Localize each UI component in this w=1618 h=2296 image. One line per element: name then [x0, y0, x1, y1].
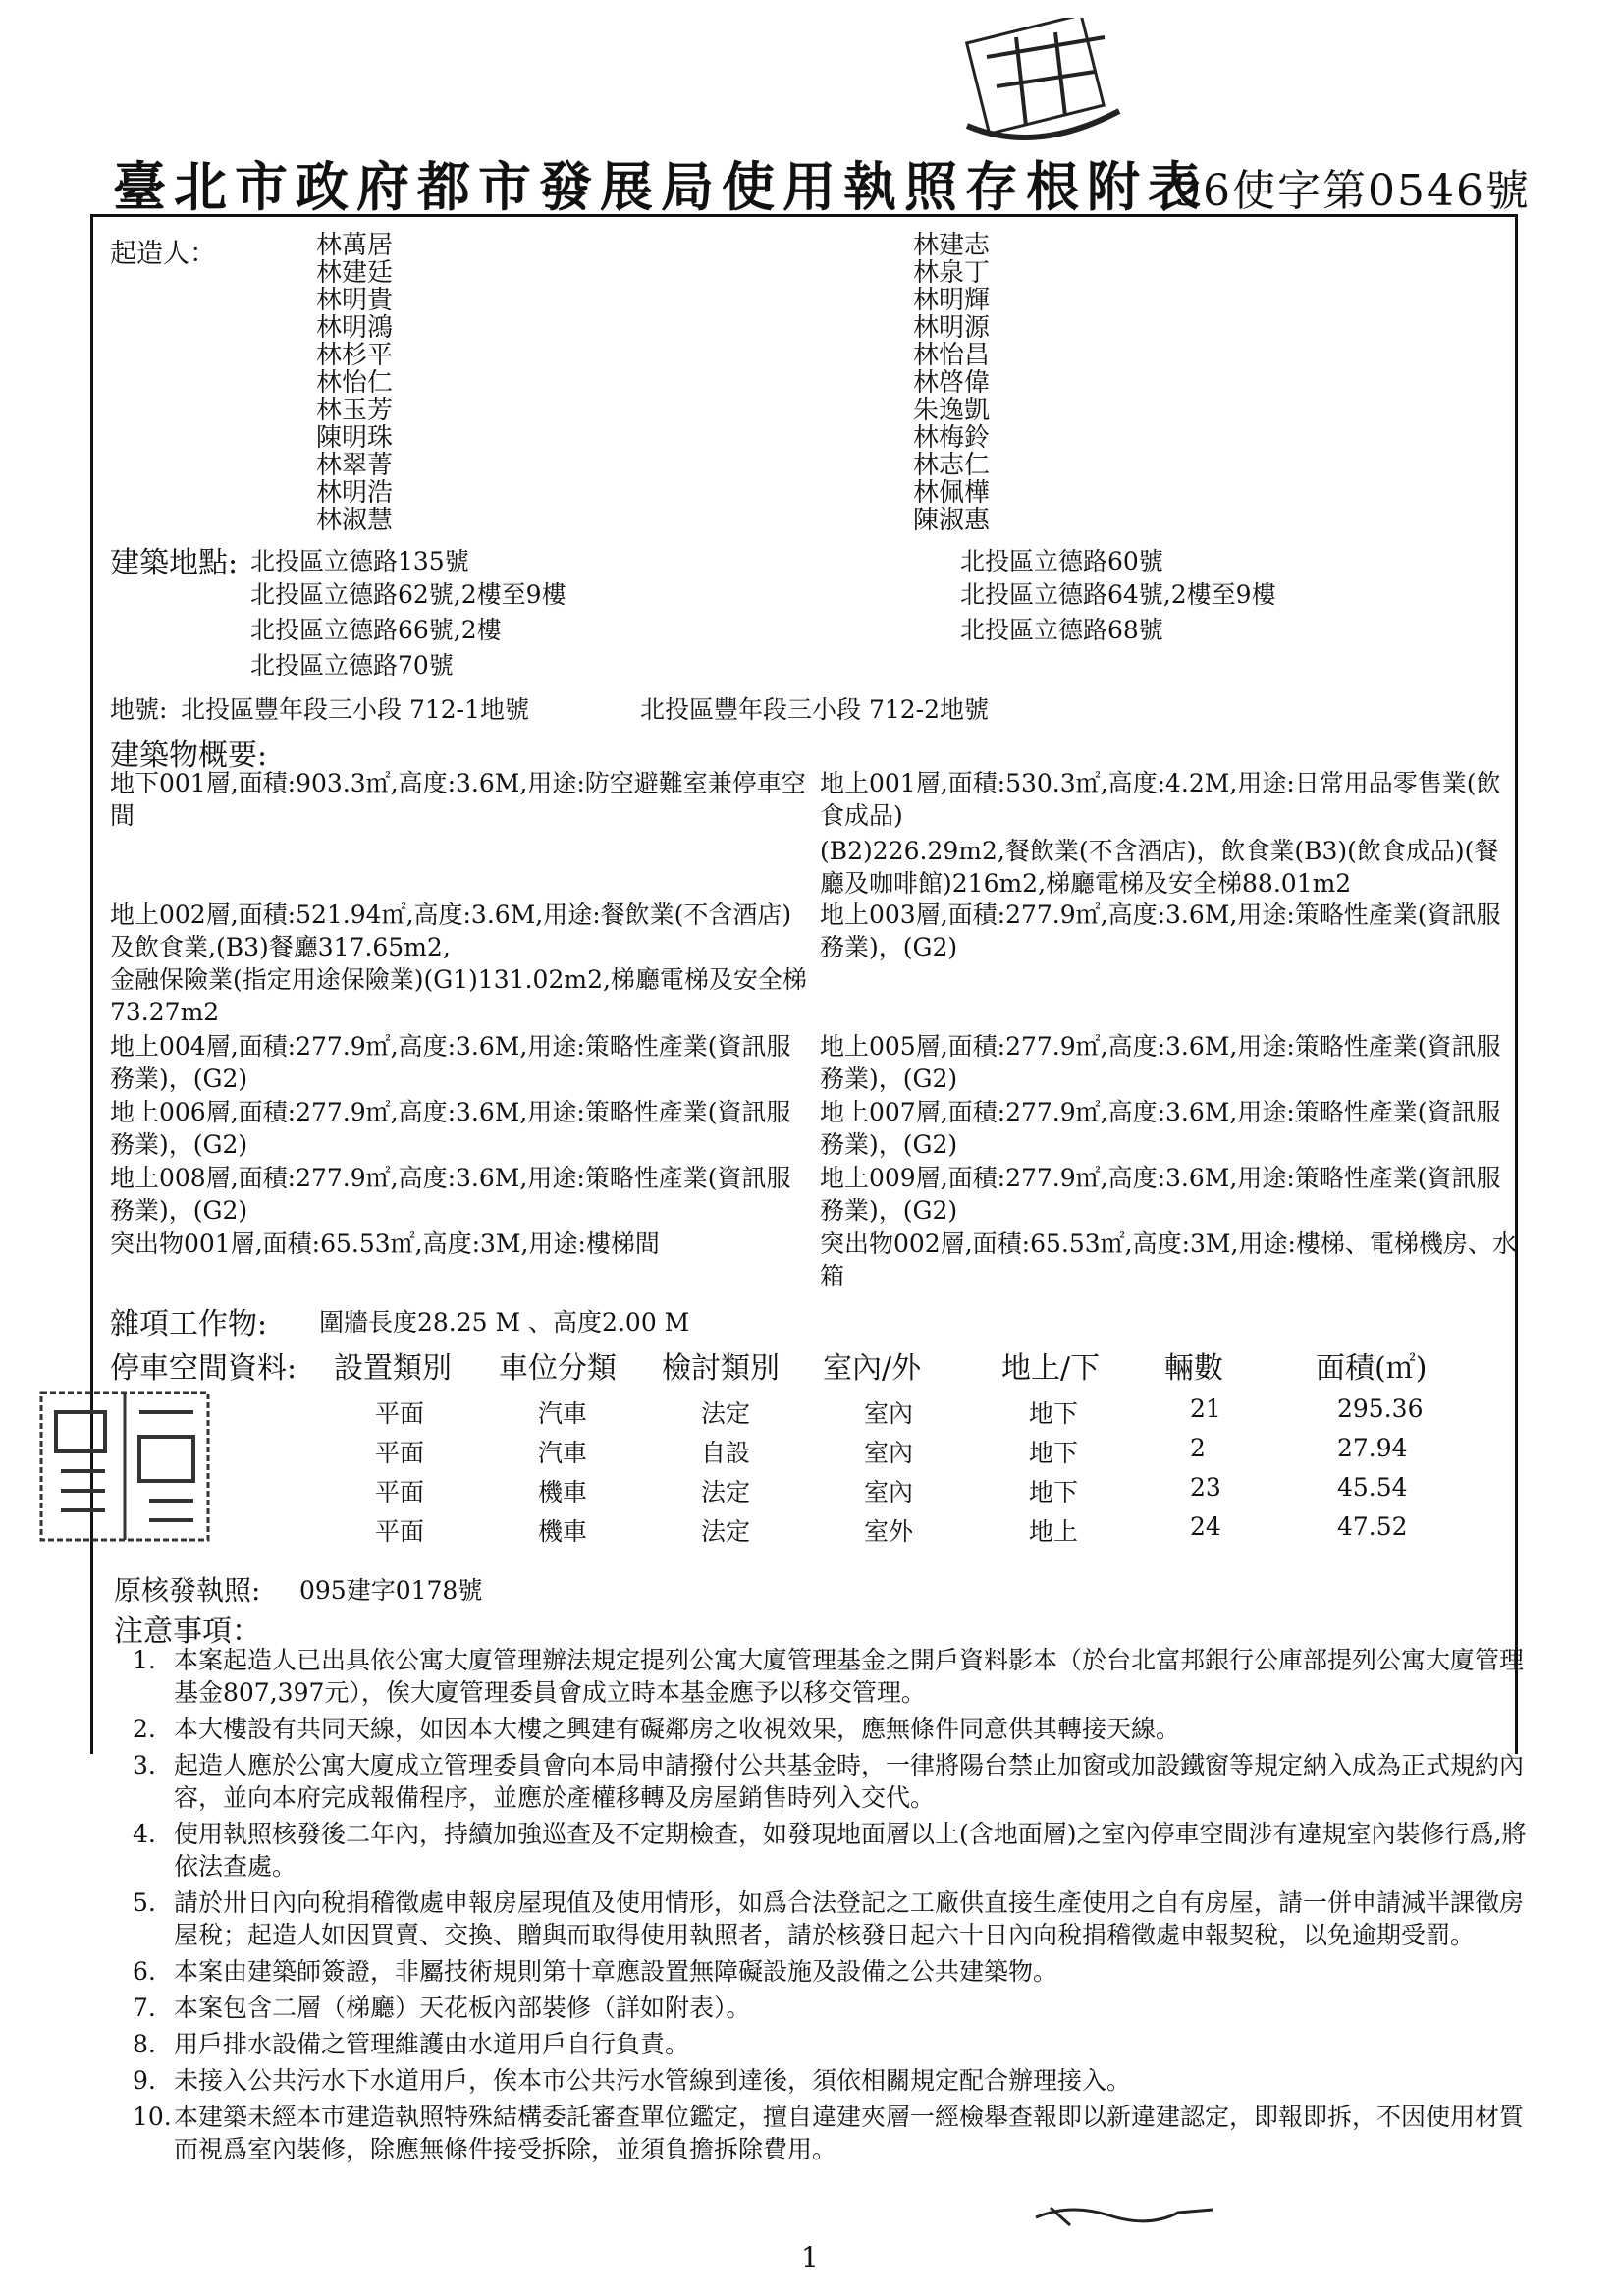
column-header: 地上/下 — [1001, 1351, 1101, 1386]
column-header: 面積(㎡) — [1316, 1351, 1428, 1386]
official-seal-stamp — [31, 1383, 218, 1550]
table-cell: 47.52 — [1337, 1512, 1408, 1541]
lot-label: 地號: — [110, 695, 168, 724]
table-cell: 24 — [1190, 1512, 1221, 1541]
address-7: 北投區立德路70號 — [250, 651, 454, 680]
floor-4f: 地上004層,面積:277.9㎡,高度:3.6M,用途:策略性產業(資訊服務業)，(G2) — [110, 1032, 791, 1093]
list-item: 4. 使用執照核發後二年內，持續加強巡查及不定期檢查，如發現地面層以上(含地面層)之室內停車空間涉有違規室內裝修行爲,將依法查處。 — [133, 1820, 1527, 1881]
table-cell: 自設 — [701, 1439, 751, 1467]
list-item: 7. 本案包含二層（梯廳）天花板內部裝修（詳如附表）。 — [133, 1994, 751, 2022]
floor-1f: 地上001層,面積:530.3㎡,高度:4.2M,用途:日常用品零售業(飲食成品) — [820, 769, 1501, 830]
list-item: 10. 本建築未經本市建造執照特殊結構委託審查單位鑑定，擅自違建夾層一經檢舉查報即以新違建認定，即報即拆，不因使用材質而視爲室內裝修，除應無條件接受拆除，並須負擔拆除費用。 — [133, 2103, 1525, 2163]
list-item: 林明浩 — [316, 478, 394, 508]
list-item: 林杉平 — [316, 341, 394, 370]
table-cell: 機車 — [538, 1517, 588, 1546]
table-cell: 機車 — [538, 1478, 588, 1506]
floor-9f: 地上009層,面積:277.9㎡,高度:3.6M,用途:策略性產業(資訊服務業)，(G2) — [820, 1164, 1501, 1225]
pen-mark — [1031, 2198, 1217, 2237]
list-item: 林佩樺 — [913, 478, 991, 508]
original-permit-value: 095建字0178號 — [299, 1576, 483, 1605]
list-item: 林明輝 — [913, 286, 991, 315]
table-cell: 法定 — [701, 1517, 751, 1546]
list-item: 8. 用戶排水設備之管理維護由水道用戶自行負責。 — [133, 2030, 690, 2058]
list-item: 林淑慧 — [316, 506, 394, 535]
page-number: 1 — [801, 2241, 819, 2273]
table-cell: 平面 — [375, 1439, 425, 1467]
list-item: 林萬居 — [316, 231, 394, 260]
floor-7f: 地上007層,面積:277.9㎡,高度:3.6M,用途:策略性產業(資訊服務業)，(G2) — [820, 1098, 1501, 1159]
notes-list — [133, 1644, 1537, 2169]
floor-5f: 地上005層,面積:277.9㎡,高度:3.6M,用途:策略性產業(資訊服務業)，(G2) — [820, 1032, 1501, 1093]
list-item: 林啓偉 — [913, 368, 991, 398]
list-item: 5. 請於卅日內向稅捐稽徵處申報房屋現值及使用情形，如爲合法登記之工廠供直接生產使用之自有房屋，請一併申請減半課徵房屋稅；起造人如因買賣、交換、贈與而取得使用執照者，請於核發日起六十日內向稅捐稽徵處申報契稅，以免逾期受罰。 — [133, 1888, 1525, 1949]
table-cell: 平面 — [375, 1399, 425, 1428]
floor-3f: 地上003層,面積:277.9㎡,高度:3.6M,用途:策略性產業(資訊服務業)，(G2) — [820, 901, 1501, 961]
floor-8f: 地上008層,面積:277.9㎡,高度:3.6M,用途:策略性產業(資訊服務業)，(G2) — [110, 1164, 791, 1225]
table-cell: 45.54 — [1337, 1473, 1408, 1502]
list-item: 1. 本案起造人已出具依公寓大廈管理辦法規定提列公寓大廈管理基金之開戶資料影本（於台北富邦銀行公庫部提列公寓大廈管理基金807,397元），俟大廈管理委員會成立時本基金應予以移交管理。 — [133, 1646, 1525, 1707]
list-item: 2. 本大樓設有共同天線，如因本大樓之興建有礙鄰房之收視效果，應無條件同意供其轉接天線。 — [133, 1715, 1181, 1743]
column-header: 室內/外 — [823, 1351, 922, 1386]
rooftop-1: 突出物001層,面積:65.53㎡,高度:3M,用途:樓梯間 — [110, 1230, 660, 1258]
location-label: 建築地點: — [110, 546, 239, 580]
list-item: 林怡仁 — [316, 368, 394, 398]
table-cell: 室內 — [864, 1439, 914, 1467]
list-item: 林玉芳 — [316, 396, 394, 425]
table-cell: 室內 — [864, 1478, 914, 1506]
table-cell: 地上 — [1029, 1517, 1079, 1546]
table-cell: 室外 — [864, 1517, 914, 1546]
misc-works-value: 圍牆長度28.25 M 、高度2.00 M — [319, 1308, 690, 1337]
permit-number: 96使字第0546號 — [1173, 166, 1531, 216]
table-cell: 汽車 — [538, 1399, 588, 1428]
list-item: 朱逸凱 — [913, 396, 991, 425]
list-item: 林泉丁 — [913, 258, 991, 288]
table-cell: 法定 — [701, 1478, 751, 1506]
table-cell: 室內 — [864, 1399, 914, 1428]
column-header: 檢討類別 — [662, 1351, 780, 1386]
table-cell: 地下 — [1029, 1439, 1079, 1467]
list-item: 9. 未接入公共污水下水道用戶，俟本市公共污水管線到達後，須依相關規定配合辦理接入。 — [133, 2066, 1132, 2095]
table-cell: 平面 — [375, 1478, 425, 1506]
table-cell: 295.36 — [1337, 1394, 1424, 1423]
address-5: 北投區立德路66號,2樓 — [250, 616, 502, 644]
address-6: 北投區立德路68號 — [960, 616, 1163, 644]
misc-works-label: 雜項工作物: — [110, 1307, 268, 1341]
list-item: 陳明珠 — [316, 423, 394, 453]
top-seal-stamp — [957, 18, 1124, 145]
lot-number-1: 北投區豐年段三小段 712-1地號 — [181, 695, 530, 724]
building-overview-label: 建築物概要: — [110, 738, 268, 773]
list-item: 林建廷 — [316, 258, 394, 288]
table-cell: 2 — [1190, 1434, 1206, 1462]
table-cell: 法定 — [701, 1399, 751, 1428]
table-cell: 地下 — [1029, 1478, 1079, 1506]
list-item: 林梅鈴 — [913, 423, 991, 453]
column-header: 輛數 — [1164, 1351, 1223, 1386]
list-item: 林翠菁 — [316, 451, 394, 480]
table-cell: 平面 — [375, 1517, 425, 1546]
table-cell: 地下 — [1029, 1399, 1079, 1428]
applicants-left-list — [316, 232, 393, 534]
document-title: 臺北市政府都市發展局使用執照存根附表 — [113, 155, 1209, 218]
list-item: 林建志 — [913, 231, 991, 260]
original-permit-label: 原核發執照: — [114, 1574, 261, 1607]
applicants-label: 起造人： — [110, 239, 216, 269]
table-cell: 27.94 — [1337, 1434, 1408, 1462]
floor-6f: 地上006層,面積:277.9㎡,高度:3.6M,用途:策略性產業(資訊服務業)，(G2) — [110, 1098, 791, 1159]
floor-1f-detail: (B2)226.29m2,餐飲業(不含酒店)，飲食業(B3)(飲食成品)(餐廳及咖啡館)216m2,梯廳電梯及安全梯88.01m2 — [820, 837, 1499, 898]
table-cell: 汽車 — [538, 1439, 588, 1467]
rooftop-2: 突出物002層,面積:65.53㎡,高度:3M,用途:樓梯、電梯機房、水箱 — [820, 1230, 1517, 1290]
list-item: 林怡昌 — [913, 341, 991, 370]
floor-b1: 地下001層,面積:903.3㎡,高度:3.6M,用途:防空避難室兼停車空間 — [110, 769, 806, 830]
applicants-right-list — [913, 232, 990, 534]
address-3: 北投區立德路62號,2樓至9樓 — [250, 580, 566, 609]
column-header: 設置類別 — [334, 1351, 452, 1386]
list-item: 3. 起造人應於公寓大廈成立管理委員會向本局申請撥付公共基金時，一律將陽台禁止加窗或加設鐵窗等規定納入成為正式規約內容，並向本府完成報備程序，並應於產權移轉及房屋銷售時列入交代。 — [133, 1751, 1525, 1812]
address-1: 北投區立德路135號 — [250, 547, 469, 575]
table-cell: 21 — [1190, 1394, 1221, 1423]
floor-2f: 地上002層,面積:521.94㎡,高度:3.6M,用途:餐飲業(不含酒店)及飲食業,(B3)餐廳317.65m2, — [110, 901, 792, 961]
notes-label: 注意事項： — [114, 1614, 261, 1649]
table-cell: 23 — [1190, 1473, 1221, 1502]
list-item: 陳淑惠 — [913, 506, 991, 535]
list-item: 林志仁 — [913, 451, 991, 480]
list-item: 林明鴻 — [316, 313, 394, 343]
lot-number-2: 北投區豐年段三小段 712-2地號 — [640, 695, 990, 724]
list-item: 林明源 — [913, 313, 991, 343]
floor-2f-detail: 金融保險業(指定用途保險業)(G1)131.02m2,梯廳電梯及安全梯73.27m2 — [110, 965, 807, 1026]
address-4: 北投區立德路64號,2樓至9樓 — [960, 580, 1276, 609]
column-header: 車位分類 — [499, 1351, 617, 1386]
list-item: 6. 本案由建築師簽證，非屬技術規則第十章應設置無障礙設施及設備之公共建築物。 — [133, 1957, 1058, 1986]
list-item: 林明貴 — [316, 286, 394, 315]
parking-label: 停車空間資料: — [110, 1351, 297, 1386]
address-2: 北投區立德路60號 — [960, 547, 1163, 575]
